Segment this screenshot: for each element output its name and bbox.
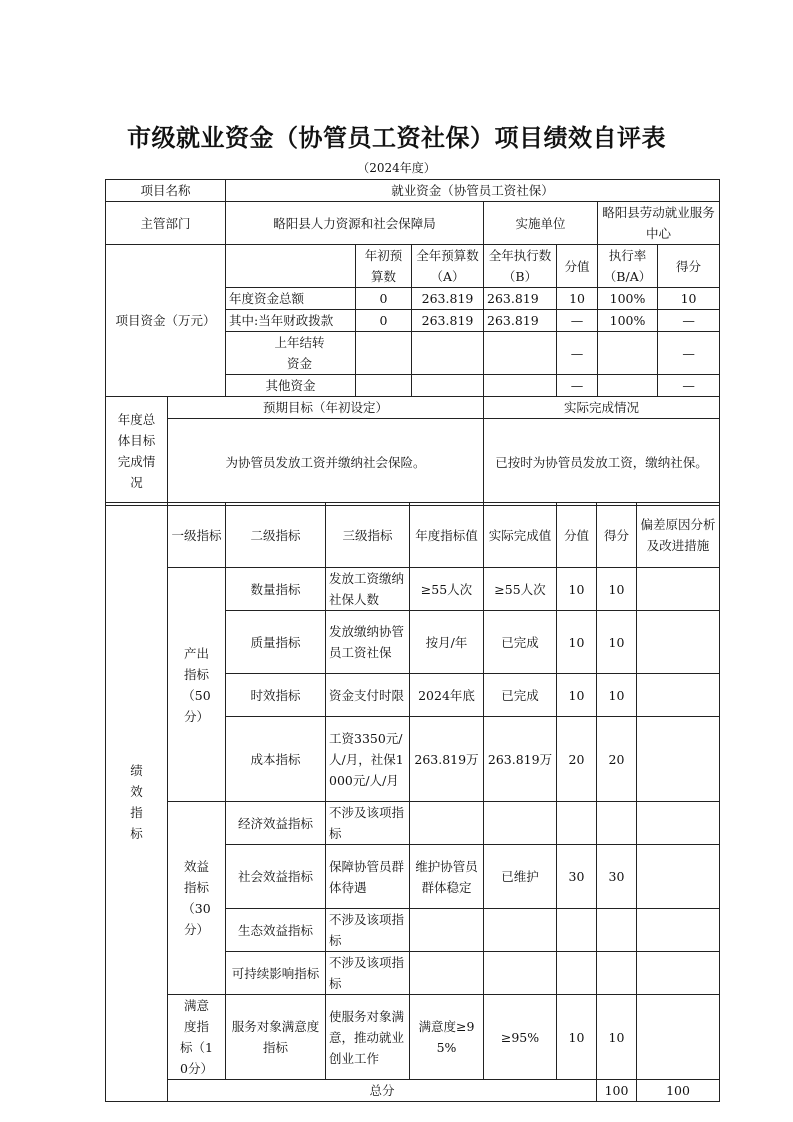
indicator-l2: 服务对象满意度指标 <box>226 995 326 1080</box>
indicator-value: 20 <box>557 717 597 802</box>
indicator-note <box>637 717 720 802</box>
funds-row-name: 年度资金总额 <box>226 288 356 310</box>
indicator-l2: 生态效益指标 <box>226 909 326 952</box>
indicator-row <box>106 568 720 611</box>
funds-budget <box>412 332 484 375</box>
funds-exec <box>484 332 557 375</box>
funds-rate: 100% <box>598 288 658 310</box>
indicator-l2: 成本指标 <box>226 717 326 802</box>
funds-init: 0 <box>356 288 412 310</box>
dept-value: 略阳县人力资源和社会保障局 <box>226 202 484 245</box>
funds-rate: 100% <box>598 310 658 332</box>
indicator-score <box>597 909 637 952</box>
indicator-target <box>410 909 484 952</box>
indicator-header: 实际完成值 <box>484 503 557 568</box>
indicator-target: 按月/年 <box>410 611 484 674</box>
funds-score: — <box>658 310 720 332</box>
indicator-l2: 数量指标 <box>226 568 326 611</box>
indicator-target: ≥55人次 <box>410 568 484 611</box>
indicators-table <box>105 502 720 1102</box>
indicator-actual: 263.819万 <box>484 717 557 802</box>
indicator-target: 维护协管员群体稳定 <box>410 845 484 909</box>
indicator-score: 10 <box>597 611 637 674</box>
indicator-note <box>637 611 720 674</box>
project-name: 就业资金（协管员工资社保） <box>226 180 720 202</box>
funds-label: 项目资金（万元） <box>106 245 226 397</box>
indicator-l3: 不涉及该项指标 <box>326 952 410 995</box>
indicator-value <box>557 802 597 845</box>
document-title: 市级就业资金（协管员工资社保）项目绩效自评表 <box>127 123 666 152</box>
indicator-note <box>637 568 720 611</box>
indicator-l3: 资金支付时限 <box>326 674 410 717</box>
indicator-actual: 已完成 <box>484 674 557 717</box>
funds-header: 年初预算数 <box>356 245 412 288</box>
indicator-group: 满意度指标（10分） <box>168 995 226 1080</box>
indicator-actual: ≥95% <box>484 995 557 1080</box>
indicator-value: 10 <box>557 568 597 611</box>
indicator-note <box>637 952 720 995</box>
indicator-target <box>410 802 484 845</box>
funds-init <box>356 375 412 397</box>
actual-goal-label: 实际完成情况 <box>484 397 720 419</box>
indicator-group: 效益指标（30分） <box>168 802 226 995</box>
funds-row-name: 其中:当年财政拨款 <box>226 310 356 332</box>
indicator-header: 偏差原因分析及改进措施 <box>637 503 720 568</box>
indicator-header: 年度指标值 <box>410 503 484 568</box>
indicator-actual: 已维护 <box>484 845 557 909</box>
goals-label: 年度总体目标完成情况 <box>106 397 168 506</box>
indicator-score: 20 <box>597 717 637 802</box>
indicator-l3: 发放工资缴纳社保人数 <box>326 568 410 611</box>
funds-rate <box>598 375 658 397</box>
indicator-note <box>637 674 720 717</box>
indicator-header: 二级指标 <box>226 503 326 568</box>
funds-header: 分值 <box>557 245 598 288</box>
document-subtitle: （2024年度） <box>357 161 436 175</box>
project-info-table <box>105 179 720 506</box>
total-label: 总分 <box>168 1080 597 1102</box>
total-value: 100 <box>597 1080 637 1102</box>
funds-score-value: 10 <box>557 288 598 310</box>
indicator-l3: 不涉及该项指标 <box>326 802 410 845</box>
indicator-group: 产出指标（50分） <box>168 568 226 802</box>
funds-exec: 263.819 <box>484 310 557 332</box>
indicator-target: 263.819万 <box>410 717 484 802</box>
indicator-score: 10 <box>597 674 637 717</box>
project-name-label: 项目名称 <box>106 180 226 202</box>
funds-budget <box>412 375 484 397</box>
indicator-value: 30 <box>557 845 597 909</box>
indicator-l3: 保障协管员群体待遇 <box>326 845 410 909</box>
indicator-score <box>597 952 637 995</box>
indicator-actual <box>484 802 557 845</box>
expected-goal-label: 预期目标（年初设定） <box>168 397 484 419</box>
indicator-note <box>637 909 720 952</box>
indicator-l2: 社会效益指标 <box>226 845 326 909</box>
indicator-note <box>637 995 720 1080</box>
indicator-header: 一级指标 <box>168 503 226 568</box>
indicator-value: 10 <box>557 674 597 717</box>
indicator-score: 10 <box>597 568 637 611</box>
indicator-l2: 时效指标 <box>226 674 326 717</box>
indicator-actual <box>484 952 557 995</box>
indicator-header: 得分 <box>597 503 637 568</box>
funds-score-value: — <box>557 375 598 397</box>
funds-header: 全年预算数（A） <box>412 245 484 288</box>
funds-init: 0 <box>356 310 412 332</box>
indicator-value: 10 <box>557 611 597 674</box>
funds-exec <box>484 375 557 397</box>
total-score: 100 <box>637 1080 720 1102</box>
funds-score-value: — <box>557 332 598 375</box>
funds-header-blank <box>226 245 356 288</box>
indicator-actual: ≥55人次 <box>484 568 557 611</box>
indicator-l2: 经济效益指标 <box>226 802 326 845</box>
actual-goal: 已按时为协管员发放工资，缴纳社保。 <box>484 419 720 506</box>
indicator-l2: 可持续影响指标 <box>226 952 326 995</box>
funds-score: 10 <box>658 288 720 310</box>
impl-value: 略阳县劳动就业服务中心 <box>598 202 720 245</box>
funds-budget: 263.819 <box>412 310 484 332</box>
indicator-row <box>106 802 720 845</box>
indicator-l2: 质量指标 <box>226 611 326 674</box>
funds-score: — <box>658 332 720 375</box>
indicator-value: 10 <box>557 995 597 1080</box>
funds-exec: 263.819 <box>484 288 557 310</box>
indicator-score: 30 <box>597 845 637 909</box>
indicator-l3: 发放缴纳协管员工资社保 <box>326 611 410 674</box>
indicator-l3: 使服务对象满意，推动就业创业工作 <box>326 995 410 1080</box>
funds-score: — <box>658 375 720 397</box>
funds-row-name: 上年结转资金 <box>226 332 356 375</box>
indicator-actual <box>484 909 557 952</box>
indicator-value <box>557 909 597 952</box>
funds-header: 全年执行数（B） <box>484 245 557 288</box>
funds-header: 得分 <box>658 245 720 288</box>
indicator-target: 满意度≥95% <box>410 995 484 1080</box>
indicator-l3: 不涉及该项指标 <box>326 909 410 952</box>
indicator-value <box>557 952 597 995</box>
indicator-score <box>597 802 637 845</box>
indicator-score: 10 <box>597 995 637 1080</box>
impl-label: 实施单位 <box>484 202 598 245</box>
funds-row-name: 其他资金 <box>226 375 356 397</box>
indicator-note <box>637 845 720 909</box>
indicator-row <box>106 995 720 1080</box>
funds-score-value: — <box>557 310 598 332</box>
funds-budget: 263.819 <box>412 288 484 310</box>
indicator-header: 三级指标 <box>326 503 410 568</box>
indicator-l3: 工资3350元/人/月，社保1000元/人/月 <box>326 717 410 802</box>
indicator-header: 分值 <box>557 503 597 568</box>
indicator-actual: 已完成 <box>484 611 557 674</box>
indicator-note <box>637 802 720 845</box>
funds-header: 执行率（B/A） <box>598 245 658 288</box>
funds-init <box>356 332 412 375</box>
dept-label: 主管部门 <box>106 202 226 245</box>
indicator-target: 2024年底 <box>410 674 484 717</box>
indicators-label: 绩效指标 <box>106 503 168 1102</box>
expected-goal: 为协管员发放工资并缴纳社会保险。 <box>168 419 484 506</box>
funds-rate <box>598 332 658 375</box>
indicator-target <box>410 952 484 995</box>
